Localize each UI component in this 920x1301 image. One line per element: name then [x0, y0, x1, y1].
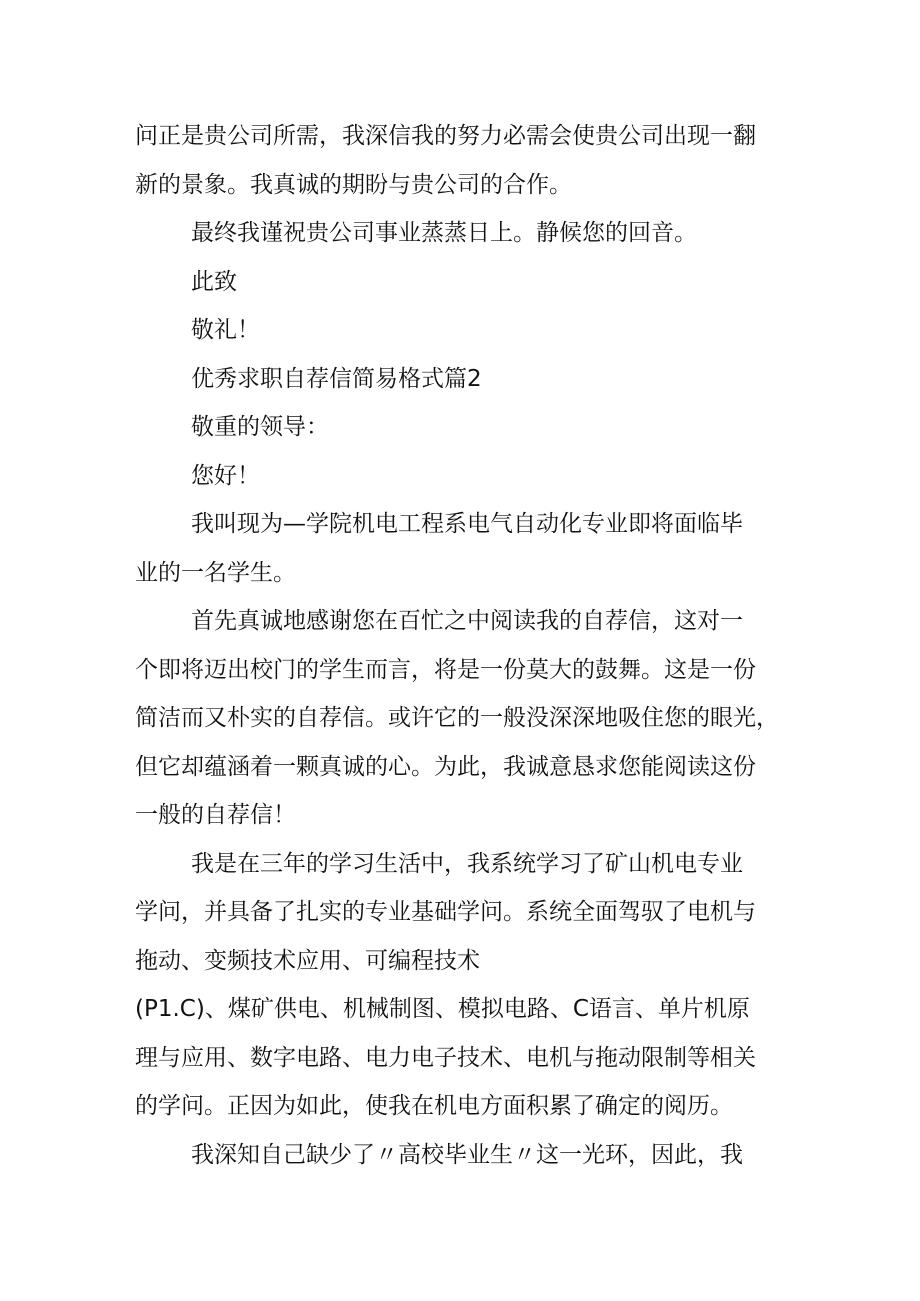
- text-line: 我叫现为—学院机电工程系电气自动化专业即将面临毕: [191, 511, 743, 537]
- text-line: 业的一名学生。: [135, 559, 296, 586]
- text-line: 我深知自己缺少了〃高校毕业生〃这一光环，因此，我: [191, 1141, 743, 1168]
- text-line: (P1.C)、煤矿供电、机械制图、模拟电路、C语言、单片机原: [135, 996, 750, 1022]
- closing-wish: 最终我谨祝贵公司事业蒸蒸日上。静候您的回音。: [191, 220, 697, 246]
- greeting-addressee: 敬重的领导：: [191, 414, 329, 440]
- text-line: 我是在三年的学习生活中，我系统学习了矿山机电专业: [191, 850, 743, 877]
- text-line: 一般的自荐信！: [135, 802, 296, 828]
- text-line: 学问，并具备了扎实的专业基础学问。系统全面驾驭了电机与: [135, 899, 756, 925]
- section-heading: 优秀求职自荐信简易格式篇2: [191, 365, 482, 392]
- text-line: 新的景象。我真诚的期盼与贵公司的合作。: [135, 171, 572, 198]
- salutation-jingli: 敬礼！: [191, 317, 260, 343]
- text-line: 的学问。正因为如此，使我在机电方面积累了确定的阅历。: [135, 1093, 733, 1119]
- text-line: 问正是贵公司所需，我深信我的努力必需会使贵公司出现一翻: [135, 123, 756, 149]
- text-line: 但它却蕴涵着一颗真诚的心。为此，我诚意恳求您能阅读这份: [135, 753, 756, 780]
- greeting-hello: 您好！: [191, 462, 260, 489]
- text-line: 简洁而又朴实的自荐信。或许它的一般没深深地吸住您的眼光，: [135, 705, 779, 731]
- text-line: 个即将迈出校门的学生而言，将是一份莫大的鼓舞。这是一份: [135, 656, 756, 683]
- text-line: 首先真诚地感谢您在百忙之中阅读我的自荐信，这对一: [191, 608, 743, 634]
- salutation-cizhi: 此致: [191, 268, 237, 295]
- text-line: 理与应用、数字电路、电力电子技术、电机与拖动限制等相关: [135, 1044, 756, 1071]
- text-line: 拖动、变频技术应用、可编程技术: [135, 947, 480, 974]
- letter-body: [135, 112, 795, 1179]
